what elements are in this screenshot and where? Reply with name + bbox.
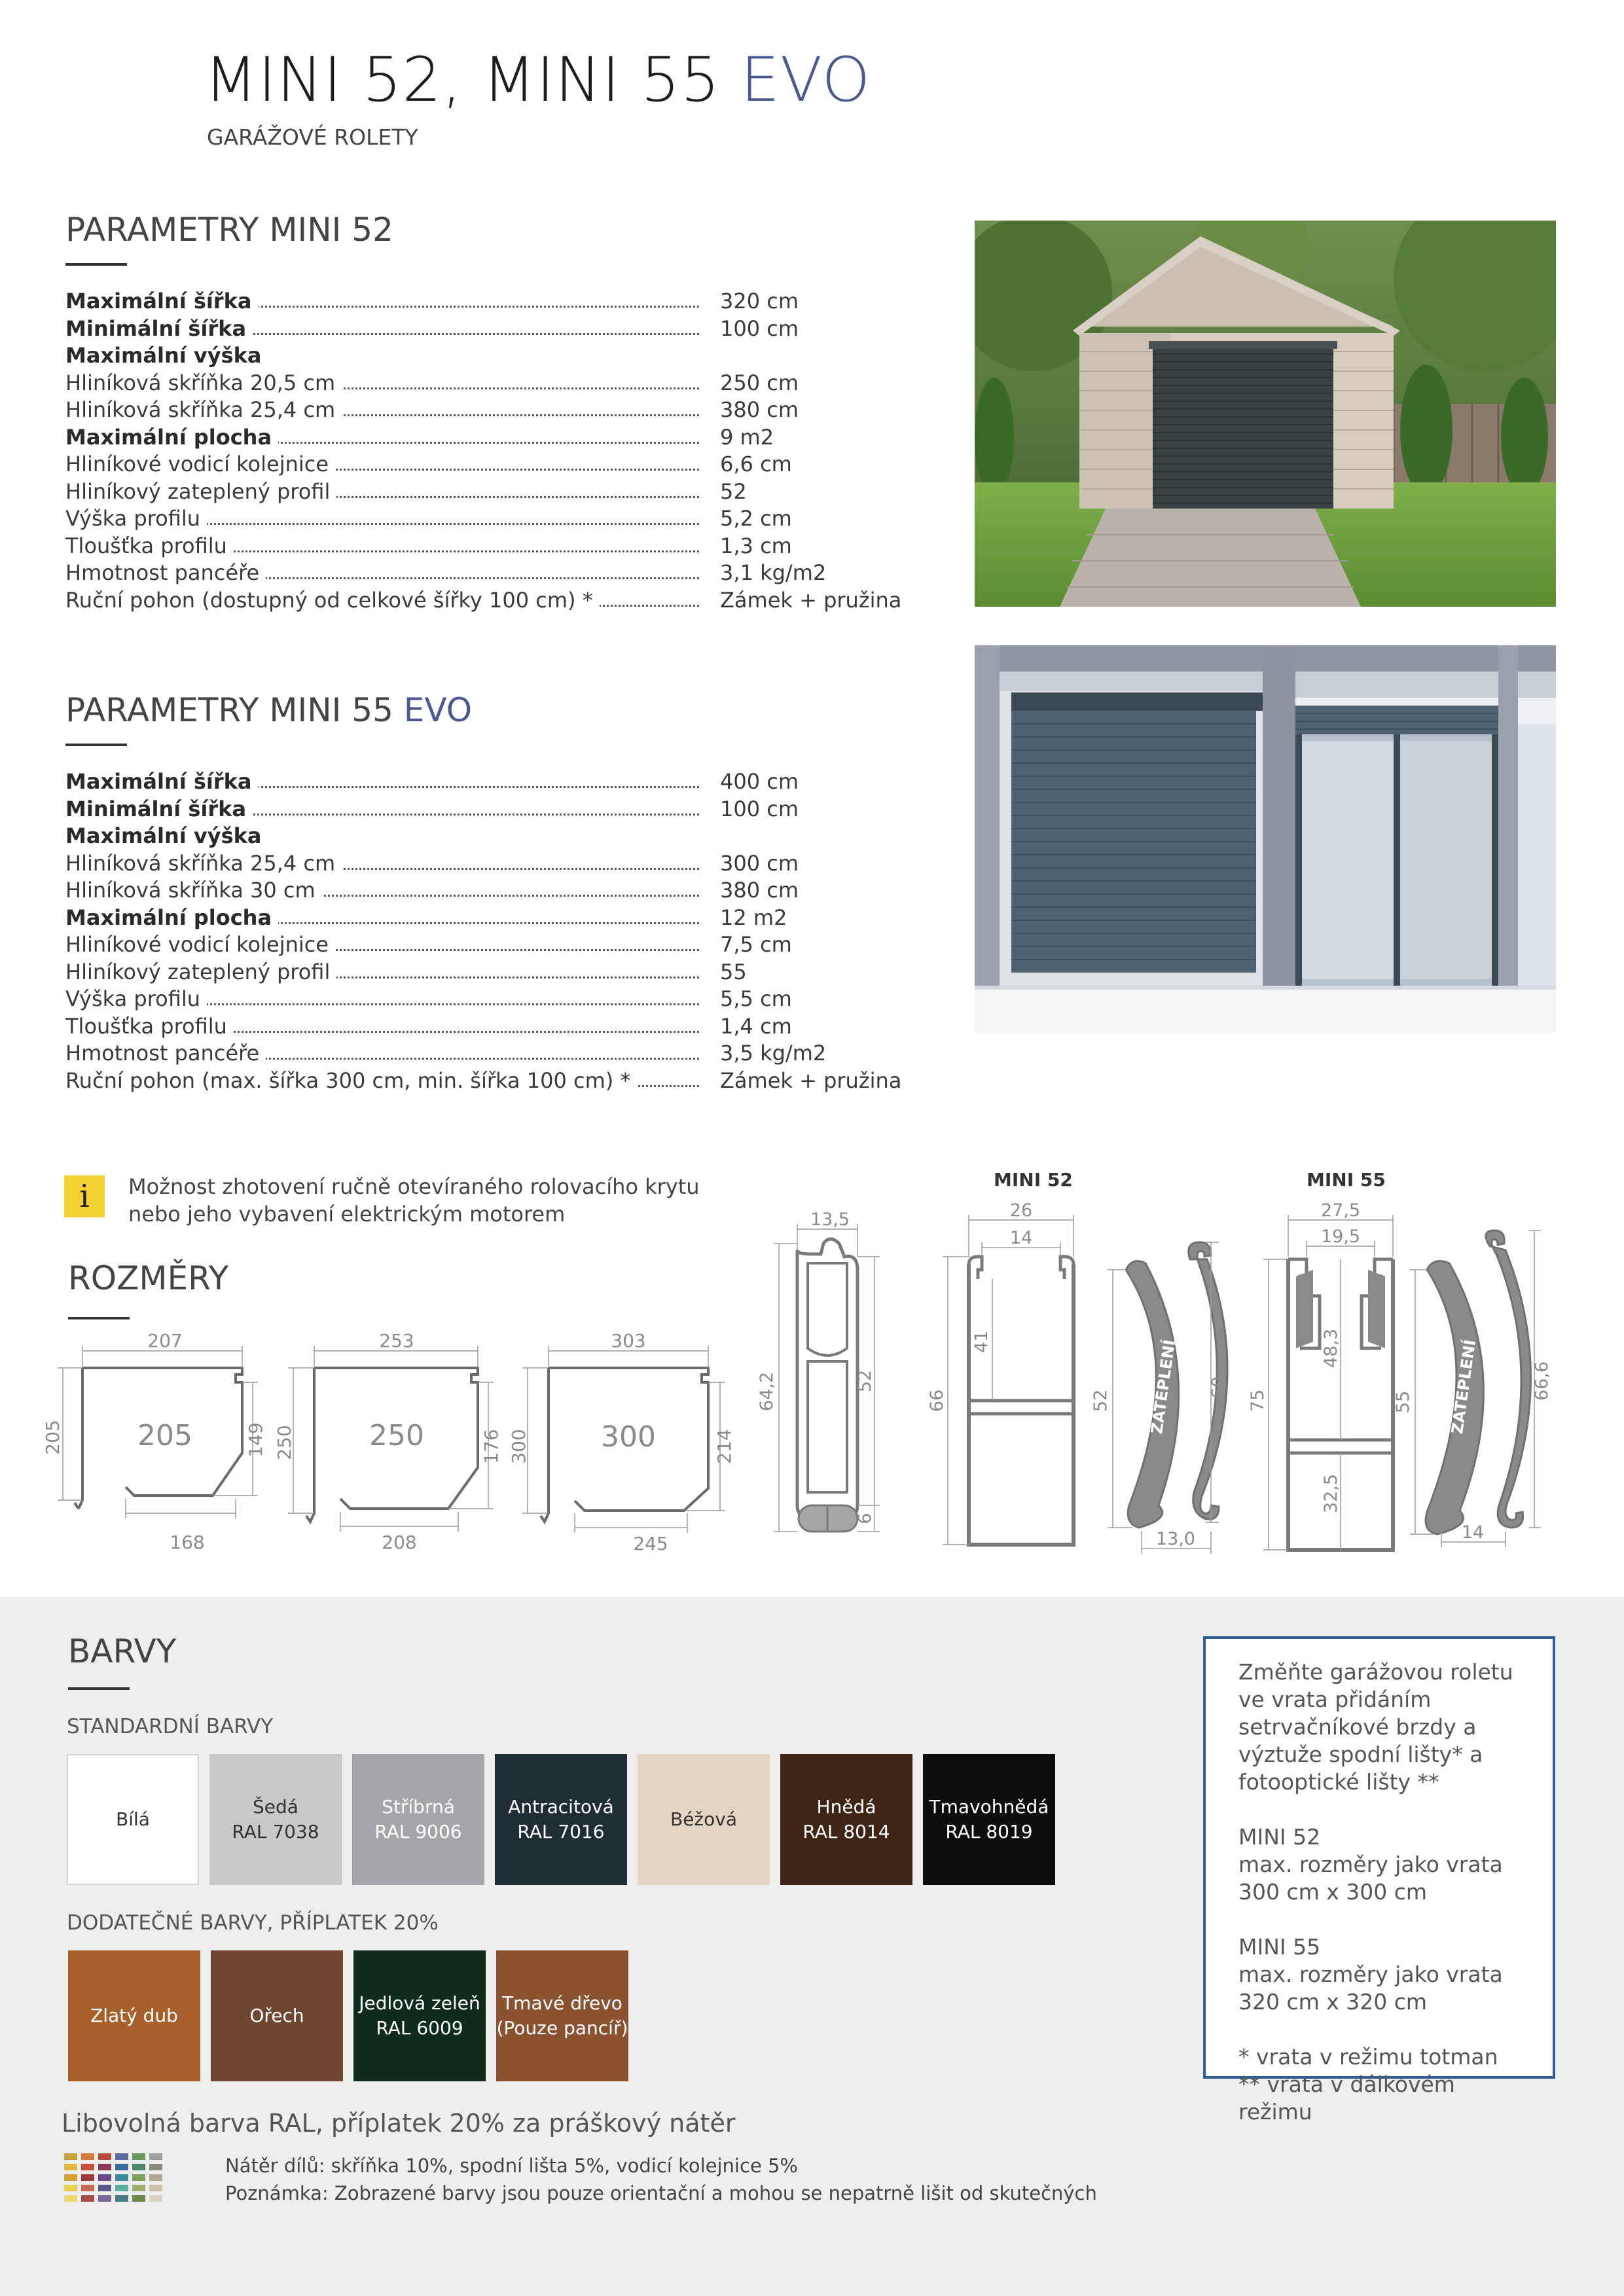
mini55-rail-inner-dim: 19,5 xyxy=(1320,1227,1361,1247)
colors-title-rule xyxy=(68,1687,130,1690)
box2-center-dim: 250 xyxy=(369,1419,424,1452)
color-swatch xyxy=(352,1754,484,1885)
color-name: Zlatý dub xyxy=(90,2005,178,2026)
box1-top-dim: 207 xyxy=(147,1330,183,1352)
mini55-slat-bottom-dim: 14 xyxy=(1461,1522,1485,1543)
param-value: 7,5 cm xyxy=(720,932,792,957)
bar-inner-dim: 52 xyxy=(855,1369,875,1393)
param-value: 3,1 kg/m2 xyxy=(720,560,827,585)
mini55-slat-profile xyxy=(1426,1230,1531,1534)
param-label: Tloušťka profilu xyxy=(65,1013,234,1041)
param-value: 380 cm xyxy=(720,878,799,903)
building-shutters-photo xyxy=(975,645,1556,1033)
mini55-slat-text: ZATEPLENÍ xyxy=(1448,1338,1480,1435)
param-value: 5,5 cm xyxy=(720,986,792,1011)
color-code: RAL 6009 xyxy=(376,2017,463,2039)
bottom-bar-profile xyxy=(797,1239,857,1532)
param-row xyxy=(65,478,916,506)
extra-colors-heading: DODATEČNÉ BARVY, PŘÍPLATEK 20% xyxy=(67,1911,439,1935)
param-row xyxy=(65,587,916,615)
mini55-rail-height-dim: 75 xyxy=(1248,1389,1268,1412)
color-code: (Pouze pancíř) xyxy=(496,2017,628,2039)
info-icon: i xyxy=(64,1175,105,1217)
mini52-section-title: PARAMETRY MINI 52 xyxy=(65,211,393,249)
param-label: Hliníkový zateplený profil xyxy=(65,959,336,986)
mini55-rail-lower-dim: 32,5 xyxy=(1321,1473,1341,1514)
color-code: RAL 8019 xyxy=(945,1821,1033,1842)
box1-bottom-dim: 168 xyxy=(170,1532,205,1553)
param-row xyxy=(65,505,916,533)
mini55-slat-left-dim: 55 xyxy=(1393,1390,1413,1414)
param-row xyxy=(65,796,916,823)
box2-right-dim: 176 xyxy=(480,1429,502,1464)
color-name: Bílá xyxy=(116,1808,150,1830)
param-row xyxy=(65,315,916,343)
param-value: 100 cm xyxy=(720,315,799,341)
garage-shed-photo xyxy=(975,221,1556,607)
bar-top-dim: 13,5 xyxy=(810,1210,850,1230)
color-name: Ořech xyxy=(249,2005,304,2026)
param-row xyxy=(65,905,916,932)
mini55-title-rule xyxy=(65,744,127,746)
param-label: Ruční pohon (max. šířka 300 cm, min. šířka 100 cm) * xyxy=(65,1067,637,1095)
param-label: Hliníková skříňka 30 cm xyxy=(65,877,322,905)
param-row xyxy=(65,823,916,850)
color-name: Tmavohnědá xyxy=(929,1796,1049,1818)
mini52-title-rule xyxy=(65,263,127,266)
color-name: Antracitová xyxy=(508,1796,614,1818)
ral-color-note: Libovolná barva RAL, příplatek 20% za práškový nátěr xyxy=(62,2109,736,2138)
side-box-mini52-title: MINI 52 xyxy=(1238,1824,1321,1850)
color-swatch xyxy=(353,1950,486,2081)
param-row xyxy=(65,931,916,959)
color-swatch xyxy=(211,1950,343,2081)
param-label: Výška profilu xyxy=(65,505,207,533)
page-title: MINI 52, MINI 55 EVO xyxy=(204,45,871,116)
box1-left-dim: 205 xyxy=(42,1420,63,1455)
param-row xyxy=(65,877,916,905)
param-value: 6,6 cm xyxy=(720,452,792,476)
param-value: 52 xyxy=(720,478,747,504)
color-name: Tmavé dřevo xyxy=(502,1992,623,2014)
mini52-param-table xyxy=(65,288,916,614)
param-label: Hmotnost pancéře xyxy=(65,1040,266,1067)
colors-title: BARVY xyxy=(68,1632,177,1670)
color-code: RAL 7016 xyxy=(517,1821,605,1842)
color-swatch xyxy=(923,1754,1055,1885)
colors-disclaimer-note: Poznámka: Zobrazené barvy jsou pouze orientační a mohou se nepatrně lišit od skutečných xyxy=(225,2182,1097,2204)
mini55-param-table xyxy=(65,768,916,1094)
extra-color-swatches xyxy=(68,1950,644,2081)
param-label: Minimální šířka xyxy=(65,796,253,823)
box3-center-dim: 300 xyxy=(601,1420,656,1454)
side-box-mini55-text: max. rozměry jako vrata 320 cm x 320 cm xyxy=(1238,1962,1503,2015)
box3-top-dim: 303 xyxy=(611,1330,646,1352)
color-code: RAL 7038 xyxy=(232,1821,319,1842)
box3-left-dim: 300 xyxy=(508,1429,530,1464)
param-row xyxy=(65,342,916,370)
param-value: Zámek + pružina xyxy=(720,587,902,613)
param-label: Ruční pohon (dostupný od celkové šířky 100 cm) * xyxy=(65,587,600,615)
color-code: RAL 8014 xyxy=(803,1821,890,1842)
dimensions-title: ROZMĚRY xyxy=(68,1259,229,1297)
box-drawings xyxy=(39,1322,753,1571)
param-value: 1,3 cm xyxy=(720,533,792,558)
paint-parts-note: Nátěr dílů: skříňka 10%, spodní lišta 5%, vodicí kolejnice 5% xyxy=(225,2155,798,2177)
param-value: 9 m2 xyxy=(720,424,774,450)
standard-color-swatches xyxy=(67,1754,1062,1885)
mini55-drawing-label: MINI 55 xyxy=(1307,1169,1386,1191)
param-row xyxy=(65,560,916,587)
param-value: 250 cm xyxy=(720,370,799,395)
color-name: Jedlová zeleň xyxy=(359,1992,480,2014)
param-label: Hliníkové vodicí kolejnice xyxy=(65,931,335,959)
page-subtitle: GARÁŽOVÉ ROLETY xyxy=(207,124,418,150)
color-code: RAL 9006 xyxy=(374,1821,462,1842)
mini52-slat-bottom-dim: 13,0 xyxy=(1155,1529,1196,1549)
mini55-section-title: PARAMETRY MINI 55 EVO xyxy=(65,691,473,729)
param-row xyxy=(65,986,916,1013)
param-label: Hmotnost pancéře xyxy=(65,560,266,587)
color-name: Hnědá xyxy=(816,1796,876,1818)
param-value: 320 cm xyxy=(720,289,799,314)
box2-top-dim: 253 xyxy=(379,1330,414,1352)
param-row xyxy=(65,768,916,796)
box3-bottom-dim: 245 xyxy=(633,1533,668,1554)
param-row xyxy=(65,451,916,478)
param-label: Maximální šířka xyxy=(65,288,259,315)
side-box-mini55-title: MINI 55 xyxy=(1238,1934,1321,1960)
mini55-rail-upper-dim: 48,3 xyxy=(1321,1328,1341,1369)
param-value: 300 cm xyxy=(720,850,799,876)
color-name: Šedá xyxy=(253,1796,298,1818)
color-swatch xyxy=(68,1950,200,2081)
param-value: 400 cm xyxy=(720,769,799,794)
gate-conversion-info-box xyxy=(1203,1636,1555,2125)
box1-right-dim: 149 xyxy=(245,1422,266,1458)
param-row xyxy=(65,959,916,986)
box1-center-dim: 205 xyxy=(137,1419,192,1452)
color-swatch xyxy=(495,1754,627,1885)
mini52-slat-left-dim: 52 xyxy=(1091,1389,1111,1412)
color-swatch xyxy=(638,1754,770,1885)
param-label: Hliníkový zateplený profil xyxy=(65,478,336,506)
mini52-rail-height-dim: 66 xyxy=(927,1389,947,1412)
box2-left-dim: 250 xyxy=(274,1425,295,1460)
mini55-rail-top-dim: 27,5 xyxy=(1320,1200,1361,1221)
color-name: Stříbrná xyxy=(382,1796,455,1818)
param-row xyxy=(65,424,916,452)
param-label: Hliníkové vodicí kolejnice xyxy=(65,451,335,478)
param-row xyxy=(65,370,916,397)
param-row xyxy=(65,1040,916,1067)
param-label: Hliníková skříňka 20,5 cm xyxy=(65,370,342,397)
param-label: Výška profilu xyxy=(65,986,207,1013)
param-label: Minimální šířka xyxy=(65,315,253,343)
mini52-rail-upper-dim: 41 xyxy=(971,1330,992,1354)
param-label: Maximální výška xyxy=(65,342,268,370)
param-label: Tloušťka profilu xyxy=(65,533,234,560)
param-row xyxy=(65,850,916,878)
color-swatch xyxy=(496,1950,628,2081)
param-row xyxy=(65,397,916,424)
mini52-slat-text: ZATEPLENÍ xyxy=(1147,1338,1180,1435)
color-swatch xyxy=(209,1754,342,1885)
mini52-slat-right-dim: 60 xyxy=(1208,1376,1229,1399)
bar-foot-dim: 6 xyxy=(855,1513,875,1524)
param-label: Maximální plocha xyxy=(65,905,278,932)
param-value: 380 cm xyxy=(720,397,799,422)
ral-palette-icon xyxy=(64,2153,186,2206)
dimensions-title-rule xyxy=(68,1317,130,1319)
standard-colors-heading: STANDARDNÍ BARVY xyxy=(67,1715,274,1738)
mini52-rail-profile xyxy=(969,1257,1074,1545)
param-row xyxy=(65,533,916,560)
color-swatch xyxy=(780,1754,912,1885)
param-value: 100 cm xyxy=(720,796,799,821)
side-box-intro: Změňte garážovou roletu ve vrata přidáním setrvačníkové brzdy a výztuže spodní lišty* a fotooptické lišty ** xyxy=(1238,1659,1513,1795)
param-label: Maximální výška xyxy=(65,823,268,850)
param-value: 12 m2 xyxy=(720,905,787,930)
param-value: 3,5 kg/m2 xyxy=(720,1041,827,1066)
mini52-rail-top-dim: 26 xyxy=(1009,1200,1033,1221)
box3-right-dim: 214 xyxy=(713,1429,735,1464)
side-box-mini52-text: max. rozměry jako vrata 300 cm x 300 cm xyxy=(1238,1852,1503,1905)
profile-drawings xyxy=(753,1191,1591,1584)
mini52-rail-inner-dim: 14 xyxy=(1009,1228,1033,1248)
param-value: 5,2 cm xyxy=(720,506,792,531)
param-value: Zámek + pružina xyxy=(720,1067,902,1093)
box2-bottom-dim: 208 xyxy=(382,1532,417,1553)
color-name: Béžová xyxy=(670,1808,737,1830)
mini55-slat-right-dim: 66,6 xyxy=(1532,1361,1552,1401)
bar-height-dim: 64,2 xyxy=(757,1371,777,1412)
param-label: Hliníková skříňka 25,4 cm xyxy=(65,850,342,878)
color-swatch xyxy=(67,1754,199,1885)
side-box-note1: * vrata v režimu totman xyxy=(1238,2044,1498,2070)
param-label: Hliníková skříňka 25,4 cm xyxy=(65,397,342,424)
param-value: 1,4 cm xyxy=(720,1013,792,1039)
param-row xyxy=(65,1067,916,1095)
param-row xyxy=(65,1013,916,1041)
param-value: 55 xyxy=(720,959,747,984)
side-box-note2: ** vrata v dálkovém režimu xyxy=(1238,2072,1455,2125)
param-label: Maximální plocha xyxy=(65,424,278,452)
param-row xyxy=(65,288,916,315)
info-text: Možnost zhotovení ručně otevíraného rolovacího krytu nebo jeho vybavení elektrickým motorem xyxy=(128,1174,700,1227)
mini52-drawing-label: MINI 52 xyxy=(994,1169,1073,1191)
param-label: Maximální šířka xyxy=(65,768,259,796)
